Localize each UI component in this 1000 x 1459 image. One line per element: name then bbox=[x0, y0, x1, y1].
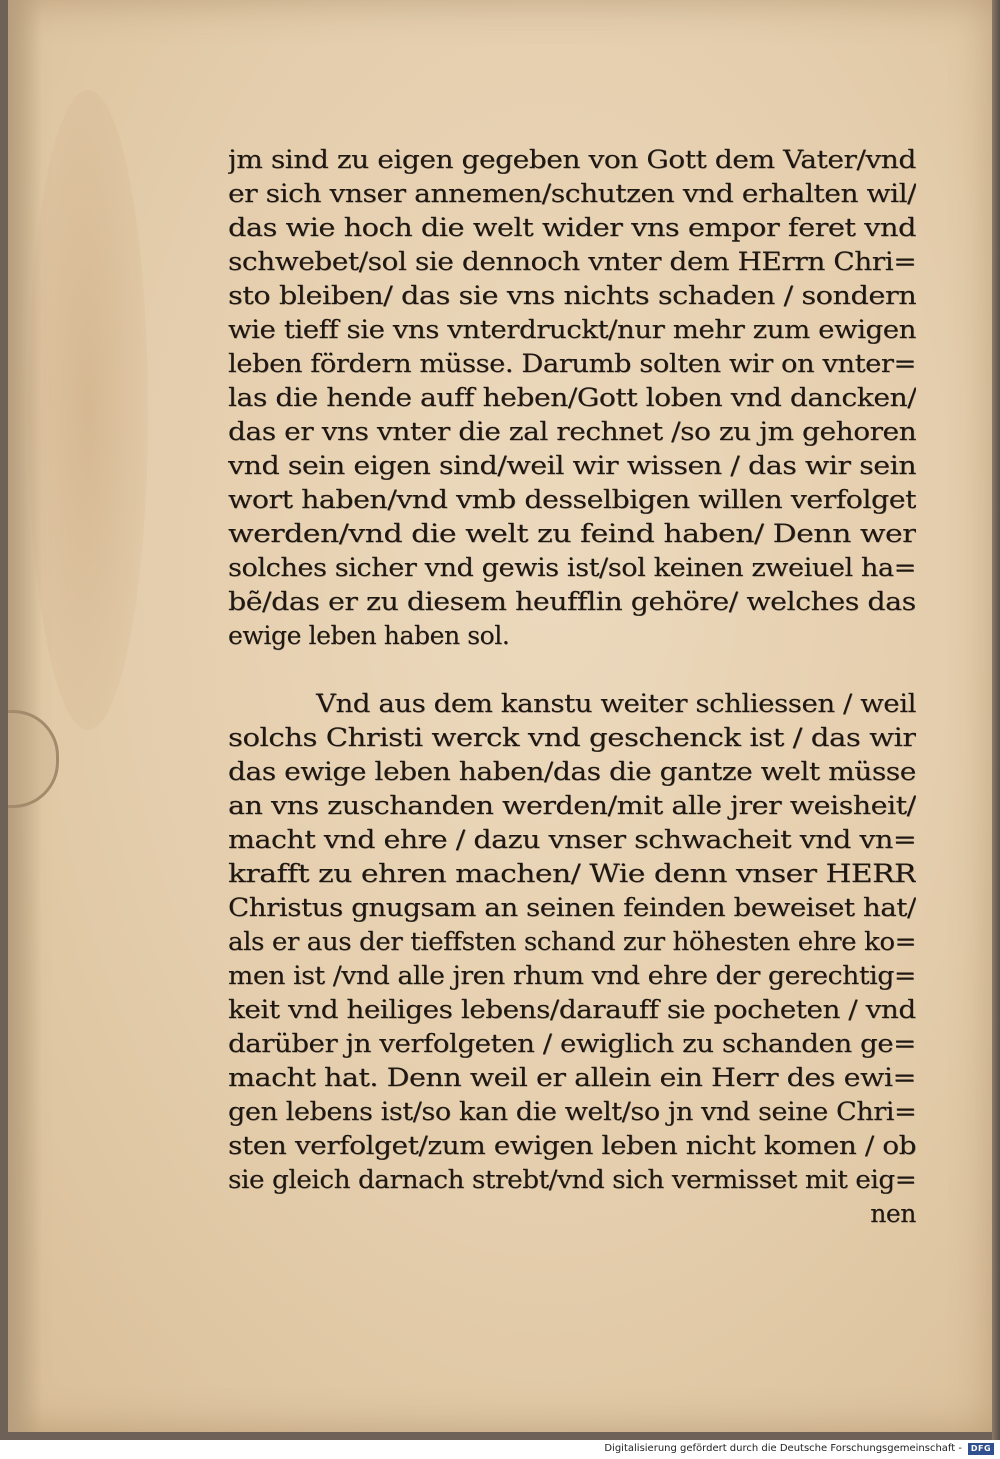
text-block bbox=[228, 143, 916, 1231]
text-line: das er vns vnter die zal rechnet /so zu jm gehoren bbox=[228, 417, 916, 446]
text-line: Vnd aus dem kanstu weiter schliessen / weil bbox=[316, 689, 916, 718]
text-line: sten verfolget/zum ewigen leben nicht komen / ob bbox=[228, 1131, 916, 1160]
text-line: wort haben/vnd vmb desselbigen willen verfolget bbox=[228, 485, 916, 514]
text-line: Christus gnugsam an seinen feinden beweiset hat/ bbox=[228, 893, 916, 922]
text-line: gen lebens ist/so kan die welt/so jn vnd seine Chri= bbox=[228, 1097, 916, 1126]
book-edge bbox=[992, 0, 1000, 1440]
text-line: krafft zu ehren machen/ Wie denn vnser HERR bbox=[228, 859, 916, 888]
text-line: solchs Christi werck vnd geschenck ist / das wir bbox=[228, 723, 916, 752]
text-line: nen bbox=[870, 1199, 916, 1228]
paragraph bbox=[228, 143, 916, 653]
text-line: men ist /vnd alle jren rhum vnd ehre der gerechtig= bbox=[228, 961, 916, 990]
text-line: leben fördern müsse. Darumb solten wir on vnter= bbox=[228, 349, 916, 378]
text-line: als er aus der tieffsten schand zur höhesten ehre ko= bbox=[228, 927, 916, 956]
text-line: macht hat. Denn weil er allein ein Herr des ewi= bbox=[228, 1063, 916, 1092]
text-line: las die hende auff heben/Gott loben vnd dancken/ bbox=[228, 383, 916, 412]
text-line: solches sicher vnd gewis ist/sol keinen zweiuel ha= bbox=[228, 553, 916, 582]
digitization-credit: Digitalisierung gefördert durch die Deutsche Forschungsgemeinschaft - bbox=[604, 1443, 962, 1454]
text-line: jm sind zu eigen gegeben von Gott dem Vater/vnd bbox=[228, 145, 916, 174]
text-line: vnd sein eigen sind/weil wir wissen / das wir sein bbox=[228, 451, 916, 480]
book-clasp-mark bbox=[8, 710, 59, 808]
dfg-logo-icon: DFG bbox=[968, 1443, 994, 1455]
paper-page bbox=[8, 0, 992, 1432]
text-line: bẽ/das er zu diesem heufflin gehöre/ welches das bbox=[228, 587, 916, 616]
text-line: an vns zuschanden werden/mit alle jrer weisheit/ bbox=[228, 791, 916, 820]
paragraph bbox=[228, 687, 916, 1231]
text-line: er sich vnser annemen/schutzen vnd erhalten wil/ bbox=[228, 179, 916, 208]
text-line: wie tieff sie vns vnterdruckt/nur mehr zum ewigen bbox=[228, 315, 916, 344]
text-line: das wie hoch die welt wider vns empor feret vnd bbox=[228, 213, 916, 242]
text-line: darüber jn verfolgeten / ewiglich zu schanden ge= bbox=[228, 1029, 916, 1058]
text-line: schwebet/sol sie dennoch vnter dem HErrn Chri= bbox=[228, 247, 916, 276]
water-stain bbox=[28, 90, 148, 730]
text-line: ewige leben haben sol. bbox=[228, 621, 510, 650]
text-line: sie gleich darnach strebt/vnd sich vermisset mit eig= bbox=[228, 1165, 916, 1194]
text-line: werden/vnd die welt zu feind haben/ Denn wer bbox=[228, 519, 916, 548]
text-line: keit vnd heiliges lebens/darauff sie pocheten / vnd bbox=[228, 995, 916, 1024]
text-line: sto bleiben/ das sie vns nichts schaden / sondern bbox=[228, 281, 916, 310]
text-line: das ewige leben haben/das die gantze welt müsse bbox=[228, 757, 916, 786]
text-line: macht vnd ehre / dazu vnser schwacheit vnd vn= bbox=[228, 825, 916, 854]
